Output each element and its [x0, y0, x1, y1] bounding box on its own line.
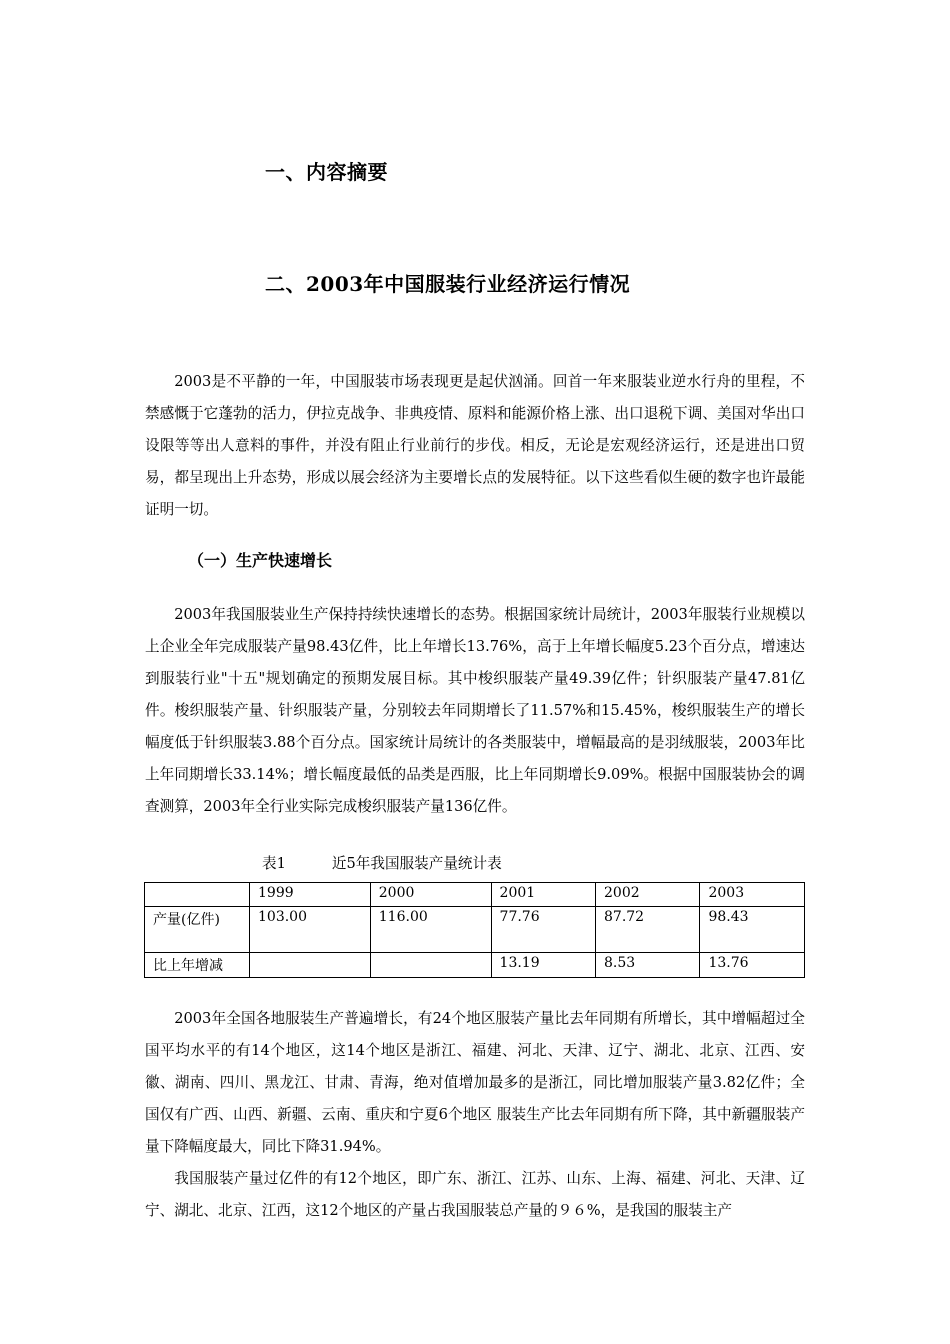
- table-caption-number: 表1: [262, 855, 286, 872]
- production-table: [144, 882, 805, 978]
- paragraph-regions: 2003年全国各地服装生产普遍增长，有24个地区服装产量比去年同期有所增长，其中增幅超过全国平均水平的有14个地区，这14个地区是浙江、福建、河北、天津、辽宁、湖北、北京、江西、安徽、湖南、四川、黑龙江、甘肃、青海，绝对值增加最多的是浙江，同比增加服装产量3.82亿件；全国仅有广西、山西、新疆、云南、重庆和宁夏6个地区 服装生产比去年同期有所下降，其中新疆服装产量下降幅度最大，同比下降31.94%。: [145, 1010, 805, 1155]
- table-cell: 98.43: [700, 907, 805, 953]
- table-cell: 2003: [700, 883, 805, 907]
- paragraph-major-regions: 我国服装产量过亿件的有12个地区，即广东、浙江、江苏、山东、上海、福建、河北、天津、辽宁、湖北、北京、江西，这12个地区的产量占我国服装总产量的９６%，是我国的服装主产: [145, 1170, 805, 1219]
- table-cell: [145, 883, 250, 907]
- heading-summary: 一、内容摘要: [265, 160, 388, 184]
- table-cell: 8.53: [596, 953, 700, 978]
- table-cell: 87.72: [596, 907, 700, 953]
- table-caption: [262, 852, 502, 873]
- table-cell: 比上年增减: [145, 953, 250, 978]
- table-cell: [370, 953, 491, 978]
- table-cell: 产量(亿件): [145, 907, 250, 953]
- table-cell: 2000: [370, 883, 491, 907]
- heading-production: （一）生产快速增长: [188, 551, 333, 570]
- table-cell: 13.19: [491, 953, 595, 978]
- paragraph-production: 2003年我国服装业生产保持持续快速增长的态势。根据国家统计局统计，2003年服装行业规模以上企业全年完成服装产量98.43亿件，比上年增长13.76%，高于上年增长幅度5.23个百分点，增速达到服装行业"十五"规划确定的预期发展目标。其中梭织服装产量49.39亿件；针织服装产量47.81亿件。梭织服装产量、针织服装产量，分别较去年同期增长了11.57%和15.45%，梭织服装生产的增长幅度低于针织服装3.88个百分点。国家统计局统计的各类服装中，增幅最高的是羽绒服装，2003年比上年同期增长33.14%；增长幅度最低的品类是西服，比上年同期增长9.09%。根据中国服装协会的调查测算，2003年全行业实际完成梭织服装产量136亿件。: [145, 606, 805, 815]
- table-cell: [250, 953, 371, 978]
- table-cell: 2002: [596, 883, 700, 907]
- table-caption-title: 近5年我国服装产量统计表: [331, 855, 502, 872]
- paragraph-intro: 2003是不平静的一年，中国服装市场表现更是起伏汹涌。回首一年来服装业逆水行舟的里程，不禁感慨于它蓬勃的活力，伊拉克战争、非典疫情、原料和能源价格上涨、出口退税下调、美国对华出口设限等等出人意料的事件，并没有阻止行业前行的步伐。相反，无论是宏观经济运行，还是进出口贸易，都呈现出上升态势，形成以展会经济为主要增长点的发展特征。以下这些看似生硬的数字也许最能证明一切。: [145, 373, 805, 518]
- table-row: [145, 907, 805, 953]
- table-cell: 103.00: [250, 907, 371, 953]
- table-header-row: [145, 883, 805, 907]
- table-cell: 2001: [491, 883, 595, 907]
- table-cell: 116.00: [370, 907, 491, 953]
- table-row: [145, 953, 805, 978]
- table-cell: 13.76: [700, 953, 805, 978]
- table-cell: 77.76: [491, 907, 595, 953]
- heading-overview: 二、2003年中国服装行业经济运行情况: [265, 272, 631, 296]
- table-cell: 1999: [250, 883, 371, 907]
